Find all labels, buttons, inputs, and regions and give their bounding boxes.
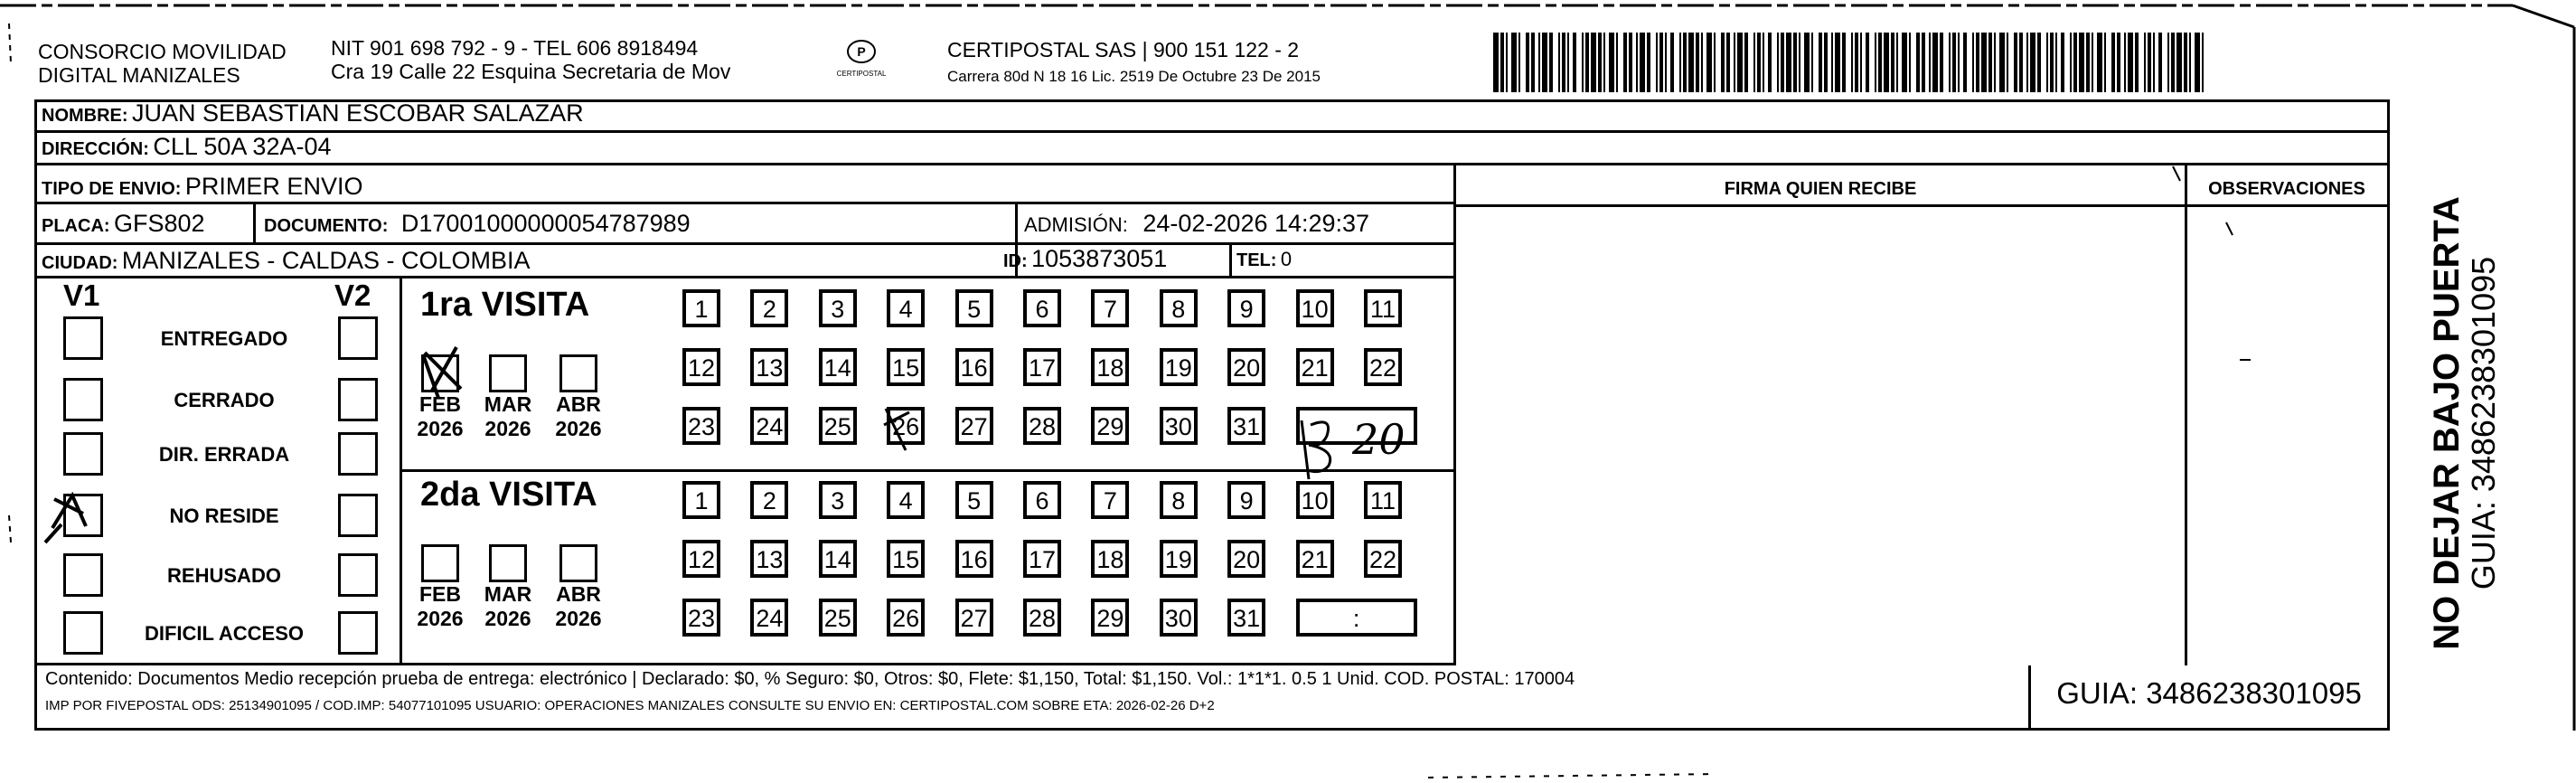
guia-number: GUIA: 3486238301095 xyxy=(2056,676,2362,710)
day-number: 20 xyxy=(1233,546,1261,573)
pen-mark xyxy=(9,24,11,63)
day-number: 25 xyxy=(823,605,851,632)
month-name: ABR xyxy=(556,392,601,416)
courier-address: Carrera 80d N 18 16 Lic. 2519 De Octubre 23 De 2015 xyxy=(947,68,1321,85)
ciudad-label: CIUDAD: xyxy=(42,253,118,273)
day-number: 19 xyxy=(1164,354,1192,382)
day-number: 23 xyxy=(687,413,716,440)
tel-label: TEL: xyxy=(1236,250,1277,270)
handwritten-time-hours xyxy=(1302,420,1330,479)
day-number: 30 xyxy=(1164,605,1192,632)
day-number: 7 xyxy=(1103,487,1117,514)
day-number: 12 xyxy=(687,354,716,382)
day-number: 14 xyxy=(823,546,851,573)
month-name: MAR xyxy=(484,582,532,606)
day-number: 25 xyxy=(823,413,851,440)
day-number: 11 xyxy=(1369,296,1396,323)
day-number: 6 xyxy=(1035,487,1049,514)
month-name: FEB xyxy=(419,392,461,416)
company-line-1: CONSORCIO MOVILIDAD xyxy=(38,40,287,63)
day-number: 23 xyxy=(687,605,716,632)
option-label-dificil-acceso: DIFICIL ACCESO xyxy=(144,622,304,645)
ciudad-value: MANIZALES - CALDAS - COLOMBIA xyxy=(121,247,531,274)
day-number: 18 xyxy=(1096,546,1124,573)
month-name: MAR xyxy=(484,392,532,416)
day-number: 24 xyxy=(756,605,784,632)
day-number: 26 xyxy=(892,605,920,632)
day-number: 1 xyxy=(694,487,709,514)
day-number: 7 xyxy=(1103,296,1117,323)
day-number: 22 xyxy=(1368,354,1397,382)
svg-text:P: P xyxy=(857,44,866,59)
month-year: 2026 xyxy=(484,417,531,440)
id-label: ID: xyxy=(1003,251,1028,271)
day-number: 22 xyxy=(1368,546,1397,573)
day-number: 10 xyxy=(1301,487,1329,514)
day-number: 3 xyxy=(831,487,845,514)
day-number: 14 xyxy=(823,354,851,382)
day-number: 26 xyxy=(892,413,920,440)
company-line-2: DIGITAL MANIZALES xyxy=(38,63,240,87)
day-number: 21 xyxy=(1301,546,1329,573)
month-year: 2026 xyxy=(417,607,464,630)
footer-content: Contenido: Documentos Medio recepción prueba de entrega: electrónico | Declarado: $0, % Seguro: $0, Otros: $0, Flete: $1,150, Total: $1,150. Vol.: 1*1*1. 0.5 1 Unid. COD. POSTAL: 170004 xyxy=(45,669,1575,689)
day-number: 20 xyxy=(1233,354,1261,382)
placa-label: PLACA: xyxy=(42,216,110,236)
day-number: 16 xyxy=(960,546,988,573)
pen-mark xyxy=(2226,222,2233,235)
documento-label: DOCUMENTO: xyxy=(264,216,389,236)
month-name: FEB xyxy=(419,582,461,606)
company-address: Cra 19 Calle 22 Esquina Secretaria de Mov xyxy=(331,60,731,83)
observaciones-header: OBSERVACIONES xyxy=(2208,179,2365,199)
day-number: 9 xyxy=(1239,487,1254,514)
no-reside-mark xyxy=(45,495,86,542)
day-number: 28 xyxy=(1028,605,1057,632)
day-number: 17 xyxy=(1028,546,1057,573)
month-year: 2026 xyxy=(484,607,531,630)
day-number: 27 xyxy=(960,413,988,440)
day-number: 4 xyxy=(898,487,913,514)
day-number: 16 xyxy=(960,354,988,382)
day-26-mark xyxy=(884,409,909,450)
day-number: 31 xyxy=(1233,605,1261,632)
day-number: 18 xyxy=(1096,354,1124,382)
day-number: 24 xyxy=(756,413,784,440)
day-number: 5 xyxy=(967,296,982,323)
pen-mark xyxy=(9,515,11,542)
day-number: 28 xyxy=(1028,413,1057,440)
day-number: 8 xyxy=(1171,487,1186,514)
day-number: 15 xyxy=(892,546,920,573)
v1-label: V1 xyxy=(63,278,100,312)
v2-label: V2 xyxy=(334,278,371,312)
pen-mark xyxy=(2173,166,2180,181)
option-label-no-reside: NO RESIDE xyxy=(169,505,279,527)
day-number: 4 xyxy=(898,296,913,323)
month-name: ABR xyxy=(556,582,601,606)
option-label-dir-errada: DIR. ERRADA xyxy=(158,443,290,466)
day-number: 12 xyxy=(687,546,716,573)
no-dejar-warning: NO DEJAR BAJO PUERTA xyxy=(2427,196,2467,650)
admision-value: 24-02-2026 14:29:37 xyxy=(1142,210,1370,237)
placa-value: GFS802 xyxy=(114,210,205,237)
day-number: 9 xyxy=(1239,296,1254,323)
first-visit-title: 1ra VISITA xyxy=(420,286,590,324)
time-separator: : xyxy=(1352,605,1360,632)
direccion-label: DIRECCIÓN: xyxy=(42,139,149,159)
day-number: 21 xyxy=(1301,354,1329,382)
day-number: 8 xyxy=(1171,296,1186,323)
day-number: 10 xyxy=(1301,296,1329,323)
feb-mark xyxy=(423,347,461,398)
day-number: 29 xyxy=(1096,605,1124,632)
day-number: 1 xyxy=(694,296,709,323)
day-number: 2 xyxy=(762,296,776,323)
handwritten-time-minutes: 20 xyxy=(1352,415,1406,464)
nombre-label: NOMBRE: xyxy=(42,106,128,126)
day-number: 13 xyxy=(756,546,784,573)
company-nit: NIT 901 698 792 - 9 - TEL 606 8918494 xyxy=(331,36,699,60)
day-number: 19 xyxy=(1164,546,1192,573)
tel-value: 0 xyxy=(1280,248,1293,270)
documento-value: D17001000000054787989 xyxy=(400,210,691,237)
day-number: 17 xyxy=(1028,354,1057,382)
footer-print-info: IMP POR FIVEPOSTAL ODS: 25134901095 / COD.IMP: 54077101095 USUARIO: OPERACIONES MANIZALES CONSULTE SU ENVIO EN: CERTIPOSTAL.COM SOBRE ETA: 2026-02-26 D+2 xyxy=(45,698,1215,713)
id-value: 1053873051 xyxy=(1031,245,1168,272)
day-number: 3 xyxy=(831,296,845,323)
tipo-label: TIPO DE ENVIO: xyxy=(42,179,182,199)
day-number: 5 xyxy=(967,487,982,514)
second-visit-title: 2da VISITA xyxy=(420,476,597,514)
tipo-value: PRIMER ENVIO xyxy=(184,173,363,200)
day-number: 11 xyxy=(1369,487,1396,514)
month-year: 2026 xyxy=(417,417,464,440)
day-number: 15 xyxy=(892,354,920,382)
admision-label: ADMISIÓN: xyxy=(1024,213,1128,236)
month-year: 2026 xyxy=(555,417,602,440)
logo-text: CERTIPOSTAL xyxy=(836,70,887,78)
option-label-rehusado: REHUSADO xyxy=(167,564,281,587)
nombre-value: JUAN SEBASTIAN ESCOBAR SALAZAR xyxy=(132,99,584,127)
day-number: 2 xyxy=(762,487,776,514)
option-label-cerrado: CERRADO xyxy=(174,389,275,411)
direccion-value: CLL 50A 32A-04 xyxy=(153,133,332,160)
month-year: 2026 xyxy=(555,607,602,630)
day-number: 13 xyxy=(756,354,784,382)
day-number: 27 xyxy=(960,605,988,632)
day-number: 31 xyxy=(1233,413,1261,440)
day-number: 6 xyxy=(1035,296,1049,323)
side-guia: GUIA: 3486238301095 xyxy=(2465,256,2502,590)
courier-name: CERTIPOSTAL SAS | 900 151 122 - 2 xyxy=(947,38,1300,61)
option-label-entregado: ENTREGADO xyxy=(160,327,288,350)
firma-header: FIRMA QUIEN RECIBE xyxy=(1724,179,1917,199)
day-number: 30 xyxy=(1164,413,1192,440)
day-number: 29 xyxy=(1096,413,1124,440)
